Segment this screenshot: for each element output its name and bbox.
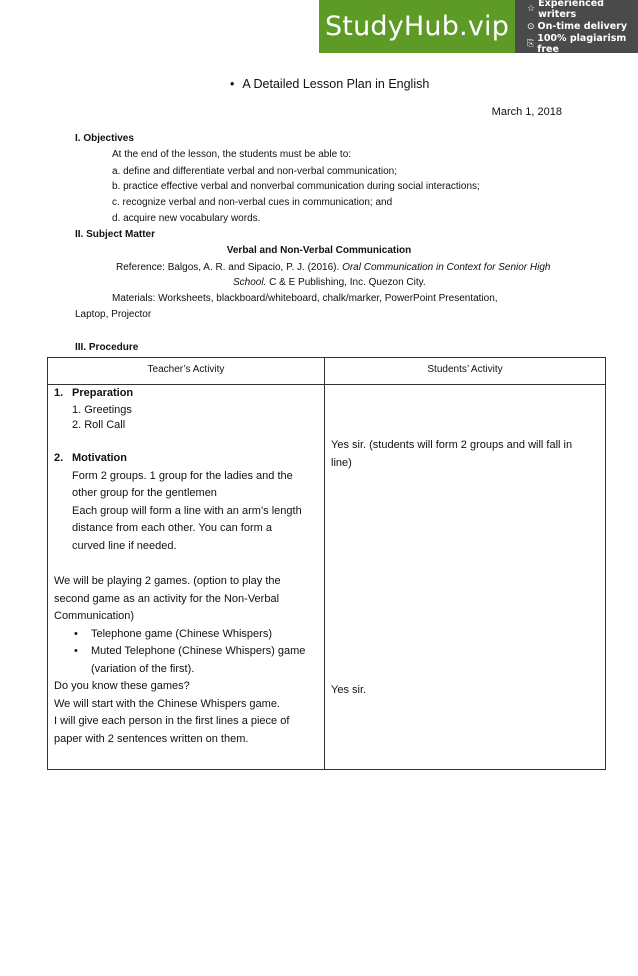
clock-icon: ⊙ bbox=[527, 21, 535, 32]
perk-item bbox=[527, 21, 638, 32]
game-item-cont: (variation of the first). bbox=[91, 663, 195, 675]
bullet-icon: • bbox=[230, 77, 235, 91]
objective-item: b. practice effective verbal and nonverbal communication during social interactions; bbox=[112, 181, 480, 192]
perk-text: Experienced writers bbox=[538, 0, 604, 20]
motivation-line: Form 2 groups. 1 group for the ladies and the bbox=[72, 470, 293, 482]
subject-topic: Verbal and Non-Verbal Communication bbox=[226, 245, 412, 256]
motivation-line: curved line if needed. bbox=[72, 540, 177, 552]
objective-item: c. recognize verbal and non-verbal cues in communication; and bbox=[112, 197, 393, 208]
perk-item bbox=[527, 33, 638, 55]
prep-item-greetings: 1. Greetings bbox=[72, 404, 132, 416]
perks-list bbox=[515, 0, 638, 53]
subject-heading: II. Subject Matter bbox=[75, 229, 156, 240]
perk-text: On-time delivery bbox=[537, 21, 628, 32]
studyhub-banner[interactable] bbox=[319, 0, 638, 53]
procedure-table bbox=[47, 357, 606, 770]
column-divider bbox=[324, 358, 325, 769]
title-text: A Detailed Lesson Plan in English bbox=[242, 77, 430, 91]
student-response-1: Yes sir. (students will form 2 groups and will fall in bbox=[331, 439, 573, 451]
games-line: second game as an activity for the Non-Verbal bbox=[54, 593, 280, 605]
reference-prefix: Reference: Balgos, A. R. and Sipacio, P. J. (2016). bbox=[116, 262, 343, 273]
perk-text: 100% plagiarism free bbox=[537, 33, 627, 55]
games-line: We will be playing 2 games. (option to play the bbox=[54, 575, 281, 587]
closing-line: Do you know these games? bbox=[54, 680, 190, 692]
star-icon: ☆ bbox=[527, 4, 536, 14]
objective-item: a. define and differentiate verbal and non-verbal communication; bbox=[112, 166, 397, 177]
reference-line-2 bbox=[233, 277, 426, 288]
materials-line-2: Laptop, Projector bbox=[75, 309, 152, 320]
reference-publisher: C & E Publishing, Inc. Quezon City. bbox=[266, 277, 426, 288]
preparation-number: 1. bbox=[54, 387, 64, 399]
motivation-line: Each group will form a line with an arm’s length bbox=[72, 505, 302, 517]
games-line: Communication) bbox=[54, 610, 135, 622]
prep-item-roll-call: 2. Roll Call bbox=[72, 419, 126, 431]
reference-line-1 bbox=[116, 262, 551, 273]
motivation-line: distance from each other. You can form a bbox=[72, 522, 272, 534]
game-item: Telephone game (Chinese Whispers) bbox=[91, 628, 272, 640]
student-response-1-cont: line) bbox=[331, 457, 352, 469]
game-item: Muted Telephone (Chinese Whispers) game bbox=[91, 645, 306, 657]
motivation-heading: Motivation bbox=[72, 452, 127, 464]
closing-line: I will give each person in the first lines a piece of bbox=[54, 715, 290, 727]
reference-title-cont: School. bbox=[233, 277, 267, 288]
closing-line: paper with 2 sentences written on them. bbox=[54, 733, 249, 745]
brand-logo[interactable]: StudyHub.vip bbox=[319, 0, 515, 53]
procedure-heading: III. Procedure bbox=[75, 342, 139, 353]
objectives-heading: I. Objectives bbox=[75, 133, 134, 144]
motivation-number: 2. bbox=[54, 452, 64, 464]
preparation-heading: Preparation bbox=[72, 387, 134, 399]
teacher-column-header: Teacher’s Activity bbox=[147, 364, 225, 375]
motivation-line: other group for the gentlemen bbox=[72, 487, 217, 499]
document-date: March 1, 2018 bbox=[491, 106, 562, 118]
perk-item bbox=[527, 0, 638, 20]
objectives-intro: At the end of the lesson, the students must be able to: bbox=[112, 149, 352, 160]
bullet-icon: • bbox=[74, 645, 78, 657]
bullet-icon: • bbox=[74, 628, 78, 640]
materials-line-1: Materials: Worksheets, blackboard/whiteboard, chalk/marker, PowerPoint Presentation, bbox=[112, 293, 498, 304]
students-column-header: Students’ Activity bbox=[427, 364, 503, 375]
closing-line: We will start with the Chinese Whispers game. bbox=[54, 698, 280, 710]
objective-item: d. acquire new vocabulary words. bbox=[112, 213, 261, 224]
reference-title: Oral Communication in Context for Senior High bbox=[342, 262, 551, 273]
student-response-2: Yes sir. bbox=[331, 684, 367, 696]
document-title bbox=[230, 77, 429, 91]
copy-icon: ⎘ bbox=[527, 39, 535, 49]
